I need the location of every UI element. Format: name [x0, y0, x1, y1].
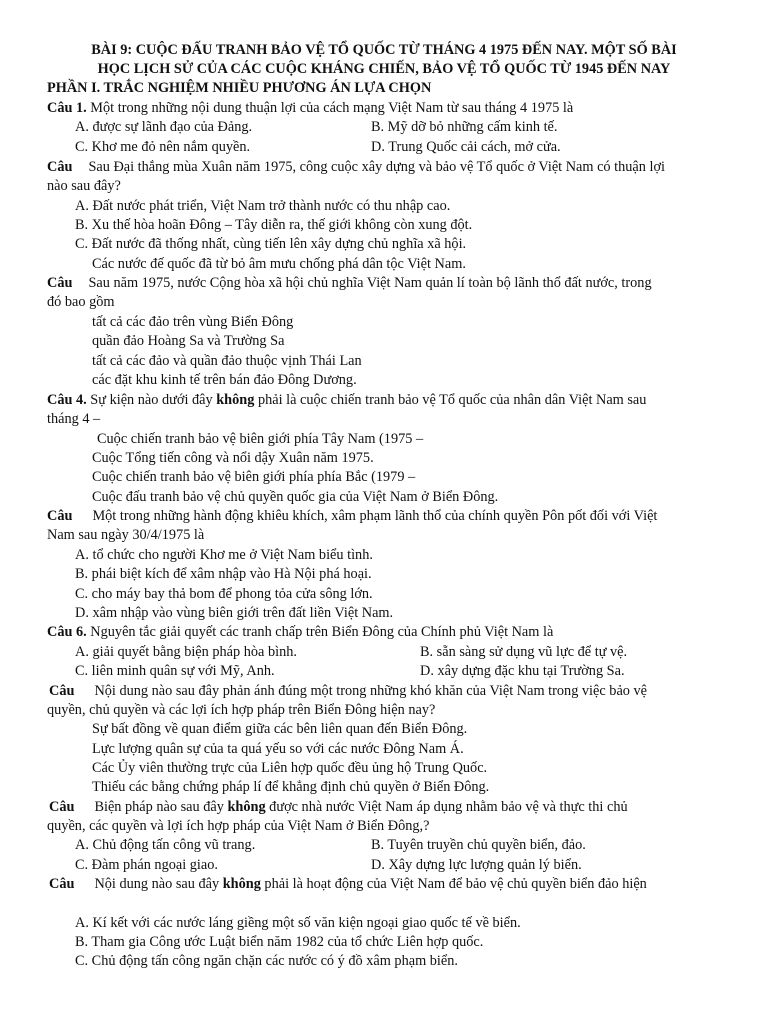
question-label: Câu — [47, 275, 73, 291]
q6-option-d: D. xây dựng đặc khu tại Trường Sa. — [420, 663, 625, 679]
question-label: Câu 4. — [47, 392, 87, 408]
q1-option-b: B. Mỹ dỡ bỏ những cấm kinh tế. — [371, 119, 558, 135]
question-emphasis: không — [227, 799, 266, 815]
q3-text-cont: đó bao gồm — [47, 294, 115, 310]
question-text: Sau Đại thắng mùa Xuân năm 1975, công cuộc xây dựng và bảo vệ Tổ quốc ở Việt Nam có thuận lợi — [88, 159, 665, 175]
q6-option-a: A. giải quyết bằng biện pháp hòa bình. — [75, 644, 297, 660]
q2-text-cont: nào sau đây? — [47, 178, 121, 194]
question-text: Nội dung nào sau đây phản ánh đúng một trong những khó khăn của Việt Nam trong việc bảo vệ — [94, 683, 648, 699]
question-5 — [47, 507, 657, 526]
question-text: Nội dung nào sau đây — [94, 876, 223, 892]
q6-option-b: B. sẵn sàng sử dụng vũ lực để tự vệ. — [420, 644, 628, 660]
question-emphasis: không — [222, 876, 261, 892]
q1-option-d: D. Trung Quốc cải cách, mở cửa. — [371, 139, 561, 155]
question-4 — [47, 391, 646, 410]
q8-option-a: A. Chủ động tấn công vũ trang. — [75, 837, 256, 853]
q5-text-cont: Nam sau ngày 30/4/1975 là — [47, 527, 205, 543]
q3-option-c: tất cả các đảo và quần đảo thuộc vịnh Thái Lan — [92, 353, 362, 369]
question-label: Câu — [49, 683, 75, 699]
question-label: Câu — [47, 159, 73, 175]
q8-option-c: C. Đàm phán ngoại giao. — [75, 857, 218, 873]
question-text: Một trong những nội dung thuận lợi của cách mạng Việt Nam từ sau tháng 4 1975 là — [86, 100, 574, 116]
question-label: Câu — [49, 799, 75, 815]
q1-option-a: A. được sự lãnh đạo của Đảng. — [75, 119, 253, 135]
q7-text-cont: quyền, chủ quyền và các lợi ích hợp pháp trên Biển Đông hiện nay? — [47, 702, 436, 718]
q6-option-c: C. liên minh quân sự với Mỹ, Anh. — [75, 663, 275, 679]
question-text: Sự kiện nào dưới đây — [86, 392, 217, 408]
q7-option-a: Sự bất đồng về quan điểm giữa các bên liên quan đến Biển Đông. — [92, 721, 468, 737]
q3-option-d: các đặt khu kinh tế trên bán đảo Đông Dương. — [92, 372, 357, 388]
q8-text-cont: quyền, các quyền và lợi ích hợp pháp của Việt Nam ở Biển Đông,? — [47, 818, 430, 834]
question-7 — [49, 682, 647, 701]
q9-option-c: C. Chủ động tấn công ngăn chặn các nước có ý đồ xâm phạm biển. — [75, 953, 458, 969]
q5-option-d: D. xâm nhập vào vùng biên giới trên đất liền Việt Nam. — [75, 605, 394, 621]
question-2 — [47, 158, 721, 177]
q3-option-b: quần đảo Hoàng Sa và Trường Sa — [92, 333, 285, 349]
q4-option-c: Cuộc chiến tranh bảo vệ biên giới phía phía Bắc (1979 – — [92, 469, 416, 485]
q2-option-b: B. Xu thế hòa hoãn Đông – Tây diễn ra, thế giới không còn xung đột. — [75, 217, 473, 233]
q7-option-b: Lực lượng quân sự của ta quá yếu so với các nước Đông Nam Á. — [92, 741, 464, 757]
q8-option-d: D. Xây dựng lực lượng quản lý biển. — [371, 857, 582, 873]
q4-text-cont: tháng 4 – — [47, 411, 101, 427]
q3-option-a: tất cả các đảo trên vùng Biển Đông — [92, 314, 294, 330]
q4-option-a: Cuộc chiến tranh bảo vệ biên giới phía Tây Nam (1975 – — [97, 431, 424, 447]
q7-option-c: Các Ủy viên thường trực của Liên hợp quốc đều ủng hộ Trung Quốc. — [92, 760, 488, 776]
q4-option-b: Cuộc Tổng tiến công và nổi dậy Xuân năm 1975. — [92, 450, 374, 466]
question-label: Câu 6. — [47, 624, 87, 640]
question-8 — [49, 798, 628, 817]
q8-option-b: B. Tuyên truyền chủ quyền biển, đảo. — [371, 837, 586, 853]
question-label: Câu — [47, 508, 73, 524]
question-6 — [47, 623, 553, 642]
question-text: Biện pháp nào sau đây — [94, 799, 228, 815]
question-text: phải là hoạt động của Việt Nam để bảo vệ chủ quyền biển đảo hiện — [260, 876, 647, 892]
question-text: phải là cuộc chiến tranh bảo vệ Tổ quốc của nhân dân Việt Nam sau — [254, 392, 647, 408]
title-line-2: HỌC LỊCH SỬ CỦA CÁC CUỘC KHÁNG CHIẾN, BẢO VỆ TỔ QUỐC TỪ 1945 ĐẾN NAY — [97, 61, 671, 77]
q5-option-a: A. tổ chức cho người Khơ me ở Việt Nam biểu tình. — [75, 547, 373, 563]
question-text: Nguyên tắc giải quyết các tranh chấp trên Biển Đông của Chính phủ Việt Nam là — [86, 624, 554, 640]
question-text: Sau năm 1975, nước Cộng hòa xã hội chủ nghĩa Việt Nam quản lí toàn bộ lãnh thổ đất nước, trong — [88, 275, 652, 291]
section-heading: PHẦN I. TRẮC NGHIỆM NHIỀU PHƯƠNG ÁN LỰA CHỌN — [47, 80, 432, 96]
question-3 — [47, 274, 652, 293]
q4-option-d: Cuộc đấu tranh bảo vệ chủ quyền quốc gia của Việt Nam ở Biển Đông. — [92, 489, 499, 505]
q1-option-c: C. Khơ me đỏ nên nắm quyền. — [75, 139, 251, 155]
question-emphasis: không — [216, 392, 255, 408]
q9-option-b: B. Tham gia Công ước Luật biển năm 1982 của tổ chức Liên hợp quốc. — [75, 934, 484, 950]
question-text: Một trong những hành động khiêu khích, xâm phạm lãnh thổ của chính quyền Pôn pốt đối với Việt — [92, 508, 658, 524]
question-label: Câu 1. — [47, 100, 87, 116]
question-text: được nhà nước Việt Nam áp dụng nhằm bảo vệ và thực thi chủ — [265, 799, 628, 815]
q2-option-d: Các nước đế quốc đã từ bỏ âm mưu chống phá dân tộc Việt Nam. — [92, 256, 466, 272]
q5-option-c: C. cho máy bay thả bom để phong tỏa cửa sông lớn. — [75, 586, 373, 602]
q7-option-d: Thiếu các bằng chứng pháp lí để khẳng định chủ quyền ở Biển Đông. — [92, 779, 490, 795]
q5-option-b: B. phái biệt kích để xâm nhập vào Hà Nội phá hoại. — [75, 566, 372, 582]
question-1 — [47, 99, 573, 118]
q2-option-c: C. Đất nước đã thống nhất, cùng tiến lên xây dựng chủ nghĩa xã hội. — [75, 236, 467, 252]
title-line-1: BÀI 9: CUỘC ĐẤU TRANH BẢO VỆ TỔ QUỐC TỪ THÁNG 4 1975 ĐẾN NAY. MỘT SỐ BÀI — [91, 42, 677, 58]
question-9 — [49, 875, 647, 894]
q9-option-a: A. Kí kết với các nước láng giềng một số văn kiện ngoại giao quốc tế về biển. — [75, 915, 521, 931]
question-label: Câu — [49, 876, 75, 892]
q2-option-a: A. Đất nước phát triển, Việt Nam trở thành nước có thu nhập cao. — [75, 198, 451, 214]
